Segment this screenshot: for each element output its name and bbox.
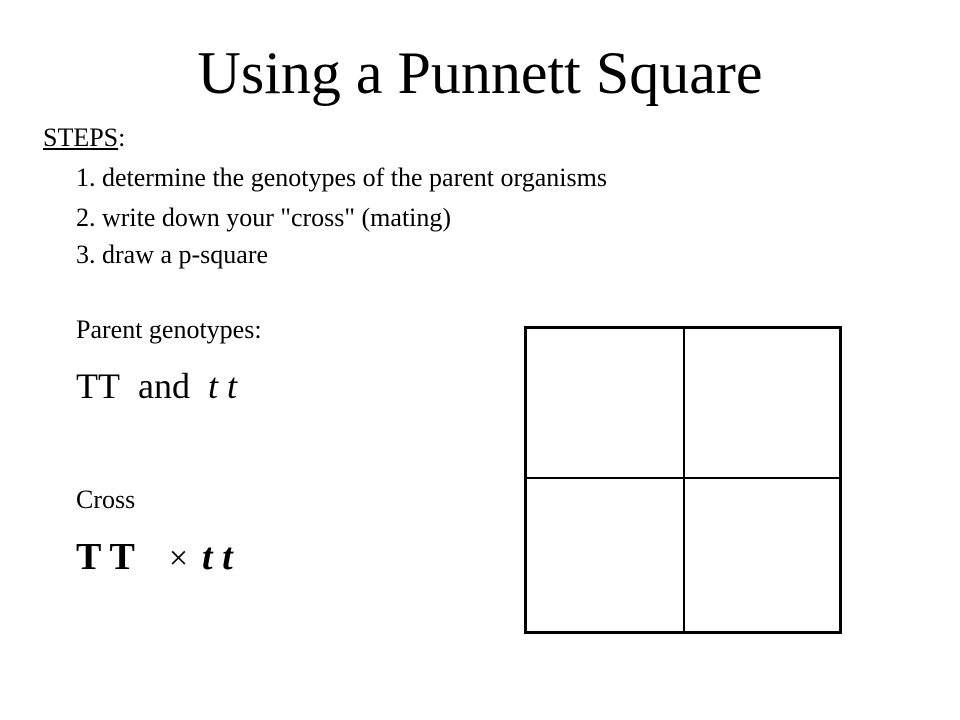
parent-genotype-a: TT bbox=[76, 366, 120, 406]
slide-title: Using a Punnett Square bbox=[197, 40, 763, 106]
cross-operator: × bbox=[168, 540, 189, 577]
step-item-3: 3. draw a p-square bbox=[76, 240, 269, 269]
parent-genotype-b: t t bbox=[207, 366, 237, 406]
cross-expression bbox=[76, 534, 233, 582]
parent-genotypes-label: Parent genotypes: bbox=[76, 315, 262, 344]
steps-heading-label: STEPS bbox=[43, 123, 119, 152]
steps-heading bbox=[43, 123, 125, 153]
step-item-1: 1. determine the genotypes of the parent organisms bbox=[76, 163, 607, 192]
punnett-cell-bottom-left bbox=[527, 479, 685, 631]
cross-label: Cross bbox=[76, 485, 136, 514]
cross-parent-b: t t bbox=[202, 536, 233, 578]
step-item-2: 2. write down your "cross" (mating) bbox=[76, 203, 452, 232]
parent-conjunction: and bbox=[137, 366, 190, 406]
punnett-cell-bottom-right bbox=[685, 479, 839, 631]
parent-genotypes bbox=[76, 364, 237, 408]
steps-heading-colon: : bbox=[118, 123, 126, 152]
punnett-square bbox=[524, 326, 842, 634]
punnett-cell-top-left bbox=[527, 329, 685, 479]
cross-parent-a: T T bbox=[76, 536, 135, 578]
punnett-cell-top-right bbox=[685, 329, 839, 479]
